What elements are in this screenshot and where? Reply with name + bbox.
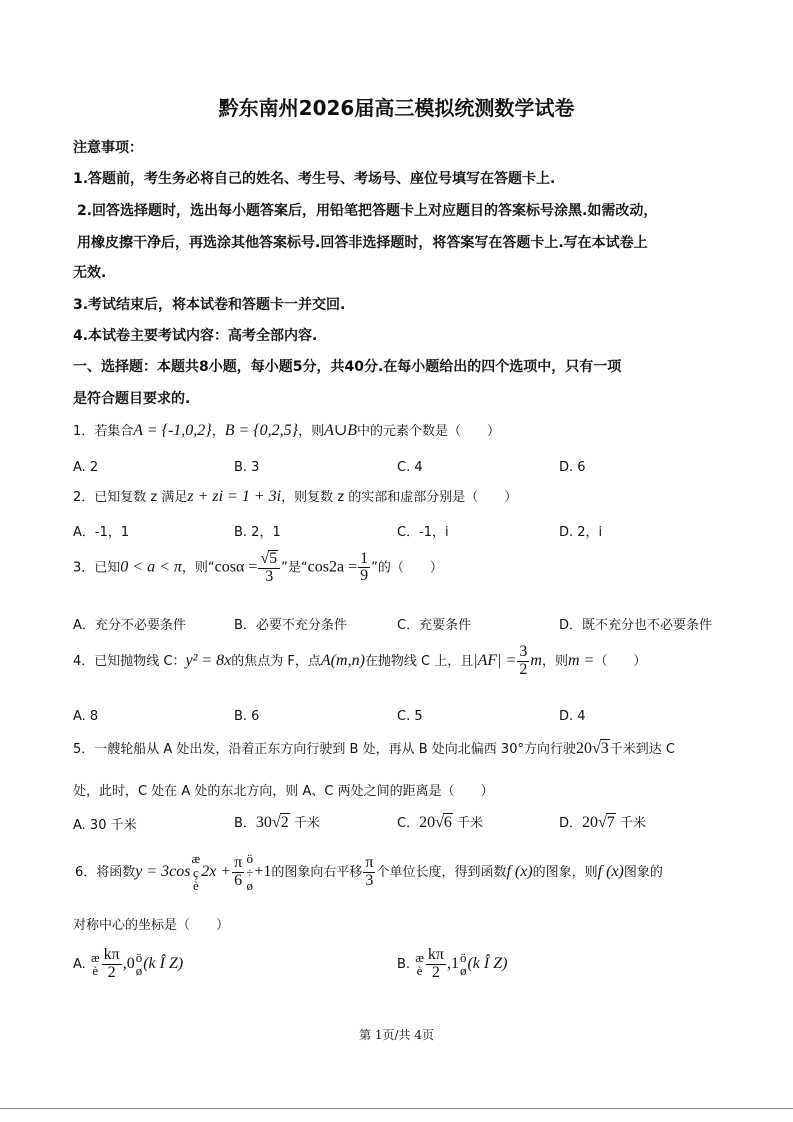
q5-option-d-radicand: 7 bbox=[606, 814, 615, 831]
q6-garb-5: ÷ bbox=[246, 864, 254, 880]
q5-option-d[interactable] bbox=[559, 812, 646, 832]
q3-option-b[interactable]: B．必要不充分条件 bbox=[234, 618, 347, 633]
q6-option-b-garb-4: ø bbox=[459, 963, 467, 979]
q6-2x: 2x + bbox=[201, 862, 232, 880]
q3-cos2-lhs: cos2a = bbox=[307, 558, 358, 576]
q3-fraction-1: $\frac{√5}{3}$ bbox=[258, 550, 280, 586]
q3-option-c[interactable]: C．充要条件 bbox=[397, 618, 472, 633]
note-item-3: 3.考试结束后，将本试卷和答题卡一并交回. bbox=[73, 297, 346, 313]
q4-suffix: （ ） bbox=[594, 653, 647, 669]
q4-option-b[interactable]: B. 6 bbox=[234, 709, 260, 724]
question-3 bbox=[73, 550, 443, 586]
q6-option-b-y: ,1 bbox=[446, 954, 459, 972]
q3-suffix: ”的（ ） bbox=[371, 560, 443, 576]
q6-option-a-garb-2: è bbox=[92, 963, 99, 979]
q3-den-1: 3 bbox=[265, 567, 274, 585]
q6-garbled-bracket-right bbox=[246, 852, 253, 893]
q2-option-d[interactable]: D. 2，i bbox=[559, 525, 603, 540]
q1-set-b: B = {0,2,5} bbox=[224, 422, 299, 439]
q3-mid: ”是“ bbox=[281, 560, 308, 576]
q1-suffix: 中的元素个数是（ ） bbox=[357, 424, 501, 439]
q2-equation: z + zi = 1 + 3i bbox=[187, 488, 282, 505]
q1-option-d[interactable]: D. 6 bbox=[559, 460, 586, 475]
q6-option-b-garb-2: è bbox=[416, 963, 423, 979]
q6-line2: 对称中心的坐标是（ ） bbox=[73, 918, 230, 933]
q6-option-b-fraction bbox=[426, 947, 446, 982]
question-1 bbox=[73, 420, 500, 440]
q4-fraction bbox=[517, 644, 529, 679]
q5-option-b-label: B． bbox=[234, 816, 256, 831]
q6-fx-1: f (x) bbox=[506, 862, 533, 880]
note-item-4: 4.本试卷主要考试内容：高考全部内容. bbox=[73, 328, 318, 344]
note-item-2-cont: 用橡皮擦干净后，再选涂其他答案标号.回答非选择题时，将答案写在答题卡上.写在本试卷上 bbox=[77, 235, 648, 251]
q1-prefix: 1．若集合 bbox=[73, 424, 134, 439]
q5-dist-coef: 20 bbox=[575, 740, 592, 757]
q1-option-b[interactable]: B. 3 bbox=[234, 460, 260, 475]
q5-option-c-radicand: 6 bbox=[443, 814, 452, 831]
q6-option-b-label: B. bbox=[397, 956, 411, 972]
q6-mid1: 的图象向右平移 bbox=[271, 864, 363, 880]
q1-set-a: A = {-1,0,2} bbox=[133, 422, 212, 439]
note-item-2: 2.回答选择题时，选出每小题答案后，用铅笔把答题卡上对应题目的答案标号涂黑.如需改动， bbox=[77, 203, 658, 219]
q6-option-a-bracket bbox=[91, 951, 100, 978]
q6-option-a-bracket-right bbox=[136, 951, 143, 978]
q3-num-2: 1 bbox=[360, 549, 369, 567]
q5-line1: 5．一艘轮船从 A 处出发，沿着正东方向行驶到 B 处，再从 B 处向北偏西 30°方向行驶 bbox=[73, 742, 576, 757]
q6-shift-num: π bbox=[365, 854, 374, 872]
q6-option-a[interactable] bbox=[73, 947, 183, 982]
q6-option-a-garb-1: æ bbox=[90, 949, 100, 965]
q4-m-var: m bbox=[530, 651, 542, 669]
q6-option-b[interactable] bbox=[397, 947, 507, 982]
q4-option-d[interactable]: D. 4 bbox=[559, 709, 586, 724]
q6-option-b-bracket-right bbox=[460, 951, 467, 978]
note-item-1: 1.答题前，考生务必将自己的姓名、考生号、考场号、座位号填写在答题卡上. bbox=[73, 171, 556, 187]
q4-m-eq: m = bbox=[567, 651, 595, 669]
question-6 bbox=[75, 852, 663, 893]
q6-mid3: 的图象，则 bbox=[532, 864, 598, 880]
q6-option-b-k: (k Î Z) bbox=[467, 954, 508, 972]
q6-fx-2: f (x) bbox=[597, 862, 624, 880]
q5-option-d-value: 20√7 bbox=[582, 814, 615, 831]
q4-parabola: y² = 8x bbox=[185, 651, 232, 669]
section1-heading-line2: 是符合题目要求的. bbox=[73, 391, 191, 407]
q6-shift-den: 3 bbox=[365, 871, 374, 889]
q6-garb-2: ç bbox=[192, 864, 199, 880]
q5-option-d-label: D． bbox=[559, 816, 583, 831]
page-footer: 第 1页/共 4页 bbox=[359, 1028, 434, 1042]
q6-option-b-garb-3: ö bbox=[459, 949, 467, 965]
q1-then: ，则 bbox=[298, 424, 325, 439]
q5-line2: 处，此时，C 处在 A 处的东北方向，则 A、C 两处之间的距离是（ ） bbox=[73, 784, 494, 799]
q6-end: 图象的 bbox=[623, 864, 663, 880]
q6-option-a-garb-3: ö bbox=[135, 949, 143, 965]
q6-option-b-garb-1: æ bbox=[415, 949, 424, 965]
q6-option-a-y: ,0 bbox=[122, 954, 135, 972]
q6-plus1: +1 bbox=[254, 862, 272, 880]
q6-garb-4: ö bbox=[246, 851, 253, 866]
q5-line1-end: 千米到达 C bbox=[609, 742, 675, 757]
q5-option-c-coef: 20 bbox=[419, 814, 436, 831]
q6-option-a-garb-4: ø bbox=[135, 963, 143, 979]
q3-then: ，则“ bbox=[181, 560, 215, 576]
q6-pi: π bbox=[234, 854, 243, 872]
q6-option-b-bracket bbox=[415, 951, 424, 978]
q5-option-c-unit: 千米 bbox=[457, 816, 484, 831]
page-title: 黔东南州2026届高三模拟统测数学试卷 bbox=[218, 96, 575, 120]
q4-af: |AF| = bbox=[473, 651, 517, 669]
q2-option-c[interactable]: C．-1，i bbox=[397, 525, 449, 540]
q4-prefix: 4．已知抛物线 C： bbox=[73, 653, 186, 669]
question-4 bbox=[73, 644, 646, 679]
q1-option-a[interactable]: A. 2 bbox=[73, 460, 99, 475]
q4-option-a[interactable]: A. 8 bbox=[73, 709, 99, 724]
question-2 bbox=[73, 486, 517, 506]
q5-option-a[interactable]: A. 30 千米 bbox=[73, 818, 137, 833]
q6-garb-3: è bbox=[192, 878, 199, 894]
notes-heading: 注意事项： bbox=[73, 140, 143, 156]
q3-option-d[interactable]: D．既不充分也不必要条件 bbox=[559, 618, 713, 633]
q3-den-2: 9 bbox=[360, 567, 369, 585]
q5-dist-radicand: 3 bbox=[600, 740, 609, 757]
q2-suffix: ，则复数 z 的实部和虚部分别是（ ） bbox=[281, 490, 518, 505]
q6-option-b-kpi: kπ bbox=[427, 946, 444, 963]
section1-heading-line1: 一、选择题：本题共8小题，每小题5分，共40分.在每小题给出的四个选项中，只有一项 bbox=[73, 359, 622, 375]
q6-garbled-bracket-left bbox=[192, 852, 201, 893]
question-5 bbox=[73, 738, 675, 758]
q5-option-b[interactable] bbox=[234, 812, 320, 832]
q4-mid2: 在抛物线 C 上，且 bbox=[364, 653, 474, 669]
q4-then: ，则 bbox=[541, 653, 568, 669]
q6-garb-6: ø bbox=[246, 878, 253, 894]
q5-option-c[interactable] bbox=[397, 812, 483, 832]
q3-option-a[interactable]: A．充分不必要条件 bbox=[73, 618, 186, 633]
q1-comma: ， bbox=[211, 424, 225, 439]
q6-option-a-k: (k Î Z) bbox=[143, 954, 184, 972]
q4-mid1: 的焦点为 F，点 bbox=[231, 653, 321, 669]
q6-shift-fraction bbox=[363, 855, 375, 890]
q6-func: y = 3cos bbox=[135, 862, 191, 880]
q1-union: A∪B bbox=[324, 422, 358, 439]
bottom-divider bbox=[0, 1108, 793, 1109]
q5-option-b-value: 30√2 bbox=[255, 814, 289, 831]
q3-sqrt-value: 5 bbox=[269, 550, 278, 567]
q5-option-b-unit: 千米 bbox=[293, 816, 320, 831]
q6-garb-1: æ bbox=[191, 851, 201, 866]
q4-option-c[interactable]: C. 5 bbox=[397, 709, 423, 724]
q4-den: 2 bbox=[519, 660, 528, 678]
q6-six: 6 bbox=[234, 871, 243, 889]
q2-option-a[interactable]: A．-1，1 bbox=[73, 525, 130, 540]
q6-prefix: 6．将函数 bbox=[75, 864, 136, 880]
q4-point: A(m,n) bbox=[320, 651, 365, 669]
note-item-2-end: 无效. bbox=[73, 265, 107, 281]
q6-pi-over-6 bbox=[232, 855, 244, 890]
q6-mid2: 个单位长度，得到函数 bbox=[376, 864, 507, 880]
q6-option-a-2: 2 bbox=[107, 963, 116, 981]
q6-option-a-kpi: kπ bbox=[103, 946, 120, 963]
q5-option-d-unit: 千米 bbox=[619, 816, 646, 831]
q5-option-c-value: 20√6 bbox=[419, 814, 452, 831]
q6-option-a-label: A. bbox=[73, 956, 86, 972]
q3-fraction-2 bbox=[358, 551, 370, 586]
q3-cos-lhs: cosα = bbox=[214, 558, 258, 576]
q5-option-b-coef: 30 bbox=[255, 814, 272, 831]
q4-num: 3 bbox=[519, 643, 528, 660]
q5-option-d-coef: 20 bbox=[582, 814, 599, 831]
q2-prefix: 2．已知复数 z 满足 bbox=[73, 490, 188, 505]
q6-option-b-2: 2 bbox=[431, 963, 440, 981]
q1-option-c[interactable]: C. 4 bbox=[397, 460, 423, 475]
q2-option-b[interactable]: B. 2，1 bbox=[234, 525, 281, 540]
q5-option-c-label: C． bbox=[397, 816, 420, 831]
q3-prefix: 3．已知 bbox=[73, 560, 121, 576]
q5-distance: 20√3 bbox=[575, 740, 609, 757]
q5-option-b-radicand: 2 bbox=[280, 814, 289, 831]
q3-condition: 0 < a < π bbox=[120, 558, 182, 576]
q6-option-a-fraction bbox=[102, 947, 122, 982]
